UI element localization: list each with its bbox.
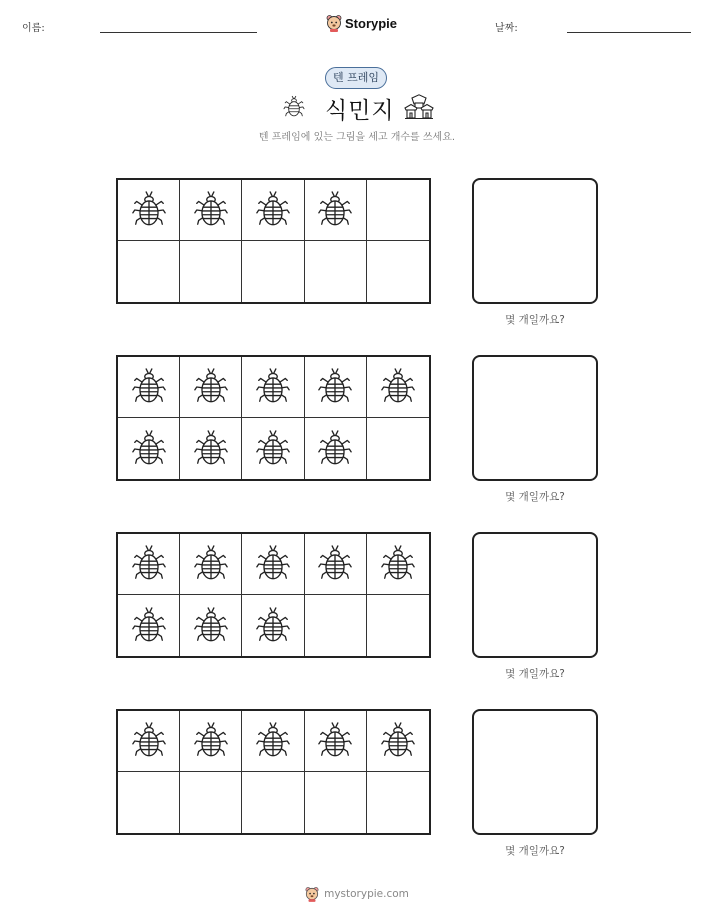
frame-cell (242, 357, 304, 418)
bed-bug-icon (254, 428, 292, 470)
bed-bug-icon (316, 428, 354, 470)
bed-bug-icon (192, 605, 230, 647)
bed-bug-icon (130, 720, 168, 762)
brand-name: Storypie (345, 15, 398, 31)
frame-cell (305, 180, 367, 241)
house-colony-icon (404, 94, 434, 120)
frame-cell (367, 180, 429, 241)
frame-cell (242, 595, 304, 656)
ten-frame (116, 355, 431, 481)
bed-bug-icon (130, 189, 168, 231)
ten-frame (116, 178, 431, 304)
footer (0, 886, 714, 902)
frame-cell (305, 595, 367, 656)
question-text: 몇 개일까요? (505, 668, 565, 680)
frame-cell (118, 711, 180, 772)
frame-cell (305, 418, 367, 479)
frame-cell (367, 711, 429, 772)
bed-bug-icon (254, 189, 292, 231)
bed-bug-icon (192, 543, 230, 585)
name-line[interactable] (100, 32, 257, 33)
frame-cell (118, 241, 180, 302)
instruction-text: 텐 프레임에 있는 그림을 세고 개수를 쓰세요. (258, 132, 456, 143)
topic-badge: 텐 프레임 (325, 67, 387, 89)
answer-box[interactable] (472, 355, 598, 481)
worksheet-title: 식민지 (325, 98, 395, 124)
frame-cell (242, 711, 304, 772)
ten-frame (116, 709, 431, 835)
bed-bug-icon (254, 366, 292, 408)
bed-bug-icon (130, 366, 168, 408)
frame-cell (367, 772, 429, 833)
answer-box[interactable] (472, 532, 598, 658)
answer-box[interactable] (472, 709, 598, 835)
bug-icon (281, 94, 307, 120)
bed-bug-icon (192, 428, 230, 470)
frame-cell (118, 595, 180, 656)
bed-bug-icon (379, 366, 417, 408)
name-label: 이름: (22, 23, 45, 34)
frame-cell (180, 534, 242, 595)
bed-bug-icon (130, 428, 168, 470)
storypie-mascot-icon (305, 886, 319, 902)
answer-box[interactable] (472, 178, 598, 304)
frame-cell (118, 772, 180, 833)
bed-bug-icon (379, 720, 417, 762)
frame-cell (305, 772, 367, 833)
bed-bug-icon (316, 366, 354, 408)
frame-cell (305, 357, 367, 418)
frame-cell (242, 772, 304, 833)
bed-bug-icon (316, 543, 354, 585)
bed-bug-icon (254, 720, 292, 762)
bed-bug-icon (130, 543, 168, 585)
frame-cell (118, 180, 180, 241)
frame-cell (180, 241, 242, 302)
frame-cell (242, 418, 304, 479)
date-line[interactable] (567, 32, 691, 33)
frame-cell (367, 595, 429, 656)
storypie-mascot-icon (326, 14, 342, 32)
question-text: 몇 개일까요? (505, 314, 565, 326)
frame-cell (367, 534, 429, 595)
frame-cell (367, 241, 429, 302)
frame-cell (242, 534, 304, 595)
brand-logo (326, 13, 397, 33)
bed-bug-icon (192, 366, 230, 408)
frame-cell (367, 418, 429, 479)
bed-bug-icon (254, 543, 292, 585)
frame-cell (118, 534, 180, 595)
bed-bug-icon (316, 189, 354, 231)
frame-cell (242, 180, 304, 241)
question-text: 몇 개일까요? (505, 491, 565, 503)
frame-cell (180, 418, 242, 479)
footer-url: mystorypie.com (324, 888, 409, 900)
bed-bug-icon (130, 605, 168, 647)
frame-cell (367, 357, 429, 418)
ten-frame (116, 532, 431, 658)
date-label: 날짜: (495, 23, 518, 34)
frame-cell (305, 711, 367, 772)
frame-cell (118, 357, 180, 418)
bed-bug-icon (379, 543, 417, 585)
frame-cell (118, 418, 180, 479)
frame-cell (305, 241, 367, 302)
bed-bug-icon (192, 189, 230, 231)
frame-cell (180, 711, 242, 772)
frame-cell (305, 534, 367, 595)
frame-cell (180, 595, 242, 656)
frame-cell (180, 772, 242, 833)
bed-bug-icon (192, 720, 230, 762)
bed-bug-icon (254, 605, 292, 647)
question-text: 몇 개일까요? (505, 845, 565, 857)
frame-cell (180, 357, 242, 418)
frame-cell (180, 180, 242, 241)
bed-bug-icon (316, 720, 354, 762)
frame-cell (242, 241, 304, 302)
